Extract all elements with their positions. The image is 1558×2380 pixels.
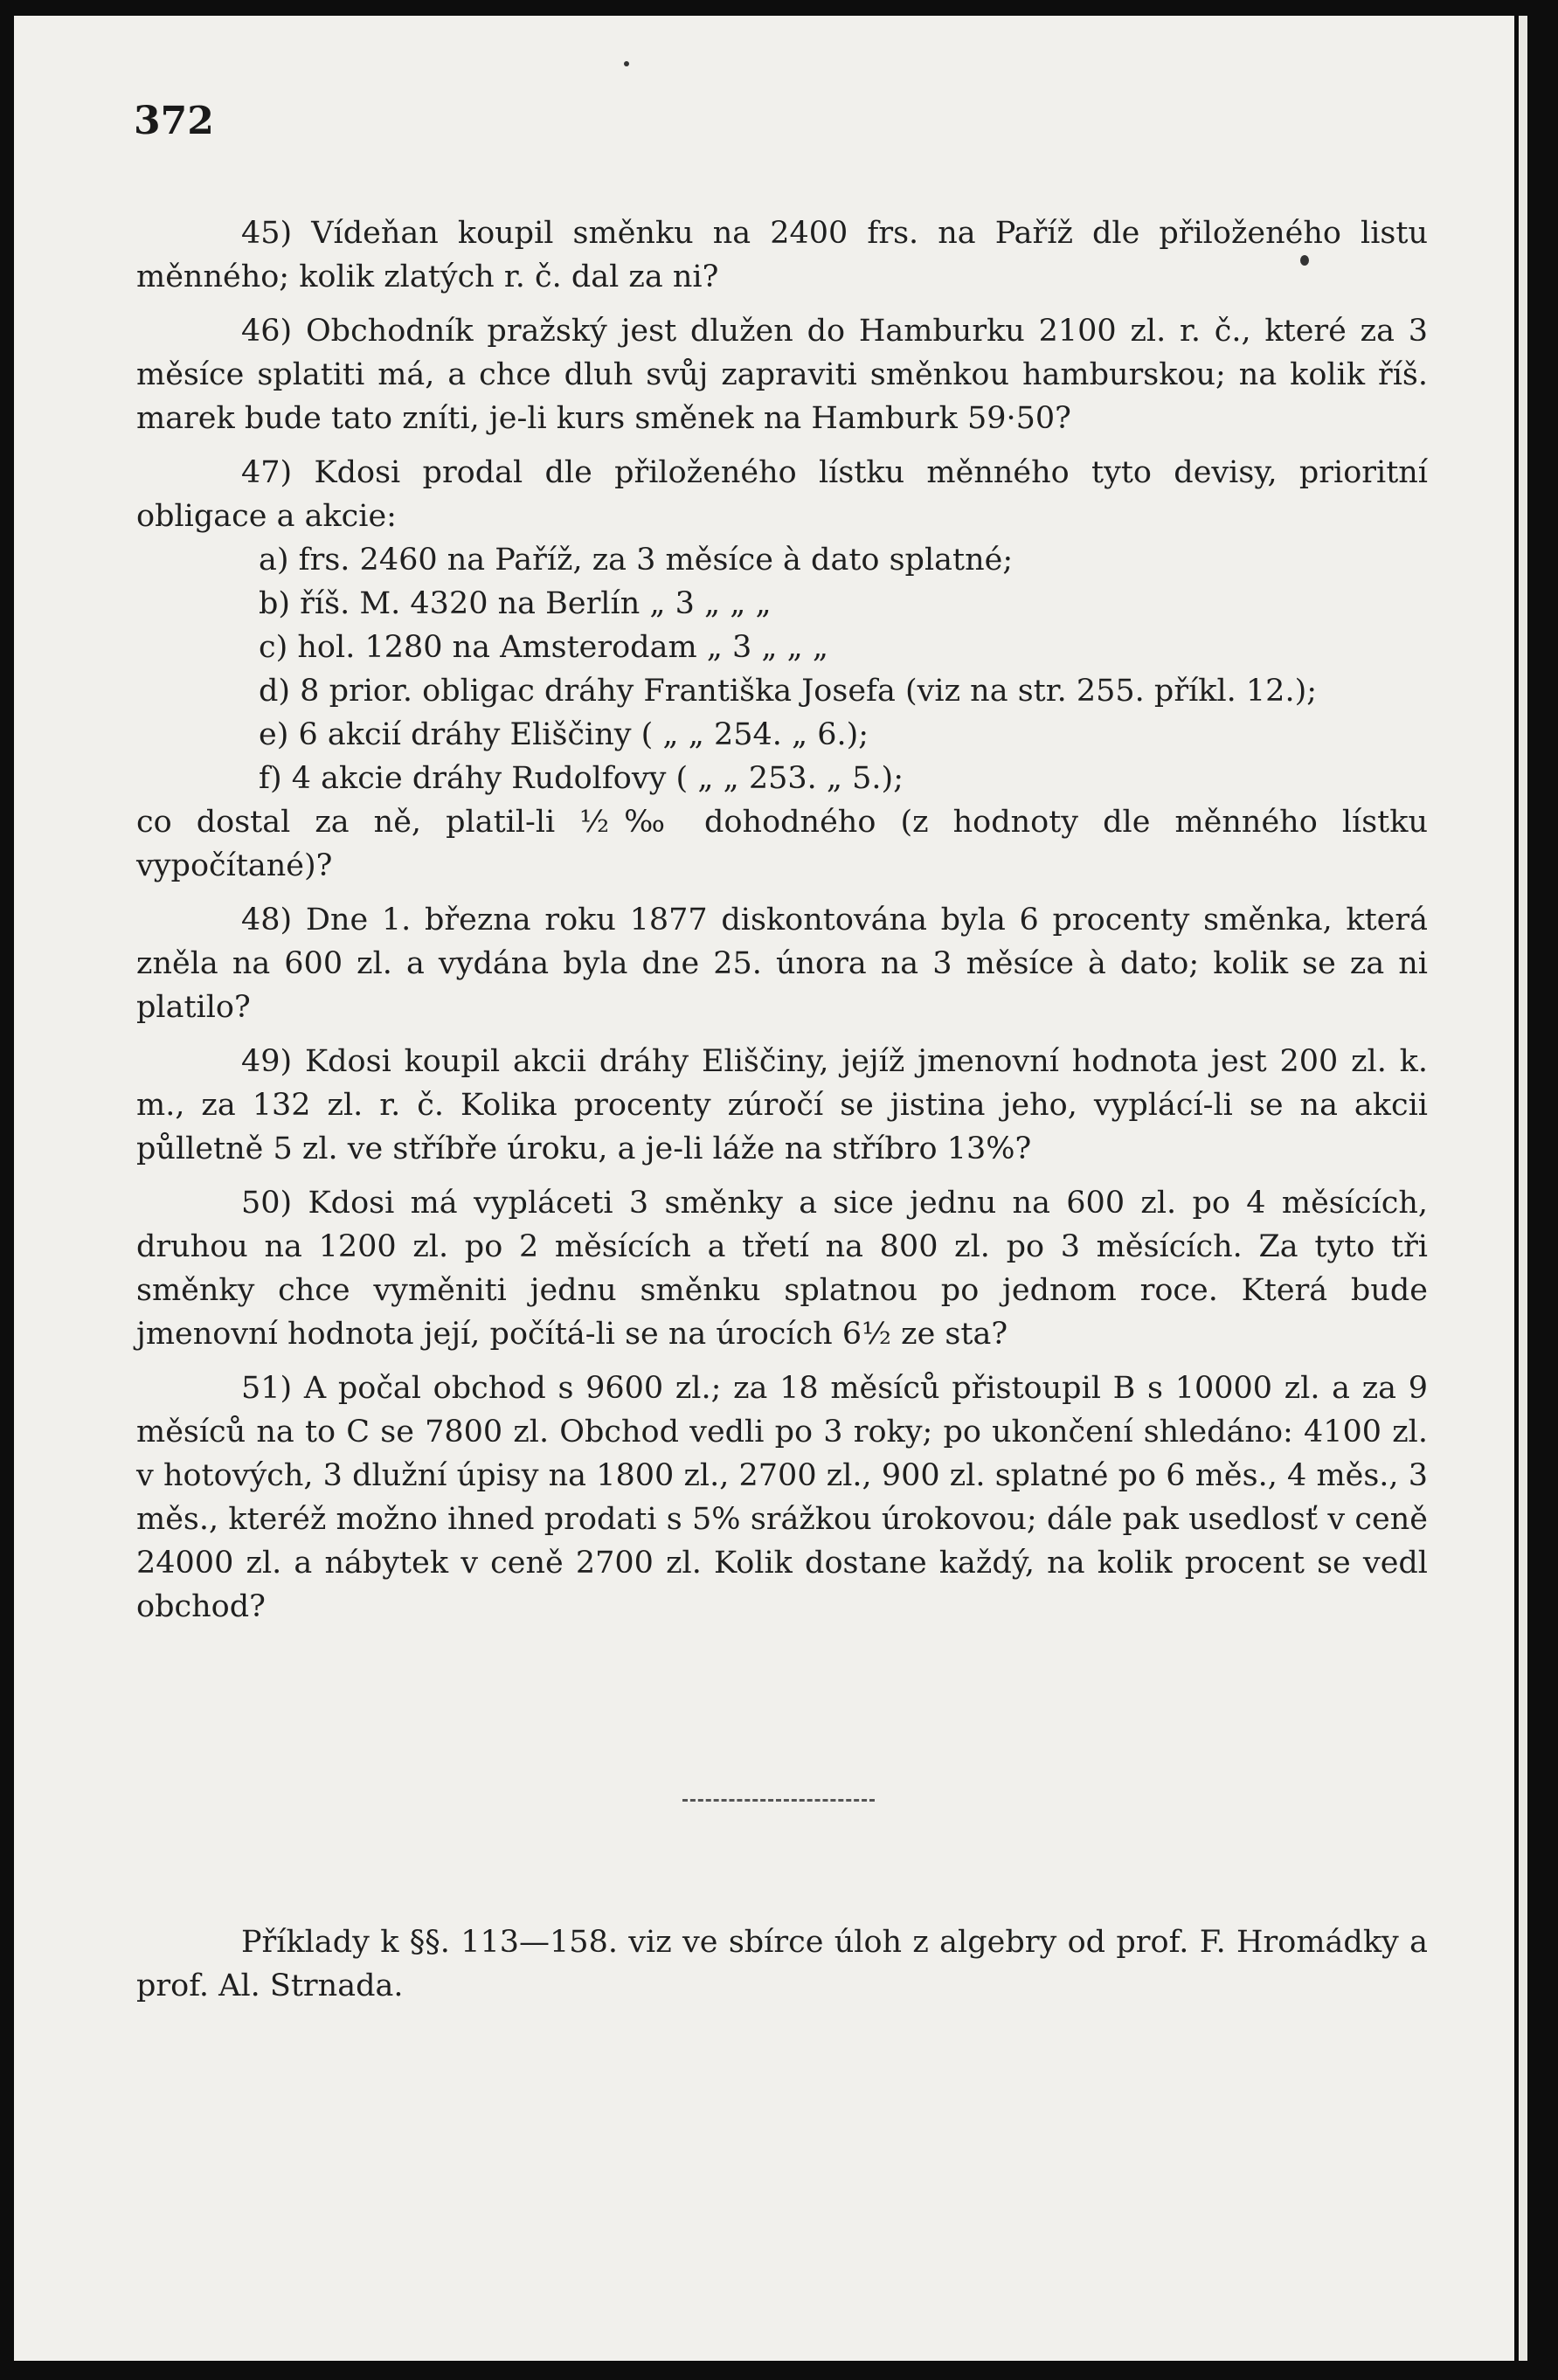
problem-list <box>136 211 1428 1639</box>
page-edge <box>1519 16 1527 2361</box>
problem-46: 46) Obchodník pražský jest dlužen do Hamburku 2100 zl. r. č., které za 3 měsíce splatiti má, a chce dluh svůj zapraviti směnkou hamburskou; na kolik říš. marek bude tato zníti, je-li kurs směnek na Hamburk 59·50? <box>136 314 1428 436</box>
problem-47-outro: co dostal za ně, platil-li ½‰ dohodného (z hodnoty dle měnného lístku vypočítané)? <box>136 805 1428 883</box>
problem-51: 51) A počal obchod s 9600 zl.; za 18 měsíců přistoupil B s 10000 zl. a za 9 měsíců na to C se 7800 zl. Obchod vedli po 3 roky; po ukončení shledáno: 4100 zl. v hotových, 3 dlužní úpisy na 1800 zl., 2700 zl., 900 zl. splatné po 6 měs., 4 měs., 3 měs., kteréž možno ihned prodati s 5% srážkou úrokovou; dále pak usedlosť v ceně 24000 zl. a nábytek v ceně 2700 zl. Kolik dostane každý, na kolik procent se vedl obchod? <box>136 1371 1428 1624</box>
footnote-block <box>136 1920 1428 2008</box>
problem-47-items <box>259 538 1428 800</box>
problem-47-intro: 47) Kdosi prodal dle přiloženého lístku měnného tyto devisy, prioritní obligace a akcie: <box>136 455 1428 534</box>
list-item: b) říš. M. 4320 na Berlín „ 3 „ „ „ <box>259 586 772 621</box>
problem-50: 50) Kdosi má vypláceti 3 směnky a sice jednu na 600 zl. po 4 měsících, druhou na 1200 zl. po 2 měsících a třetí na 800 zl. po 3 měsících. Za tyto tři směnky chce vyměniti jednu směnku splatnou po jednom roce. Která bude jmenovní hodnota její, počítá-li se na úrocích 6½ ze sta? <box>136 1186 1428 1352</box>
problem-48: 48) Dne 1. března roku 1877 diskontována byla 6 procenty směnka, která zněla na 600 zl. a vydána byla dne 25. února na 3 měsíce à dato; kolik se za ni platilo? <box>136 903 1428 1025</box>
list-item: d) 8 prior. obligac dráhy Františka Josefa (viz na str. 255. příkl. 12.); <box>259 674 1318 709</box>
page-number: 372 <box>134 99 214 143</box>
list-item: c) hol. 1280 na Amsterodam „ 3 „ „ „ <box>259 630 829 665</box>
footnote: Příklady k §§. 113—158. viz ve sbírce úloh z algebry od prof. F. Hromádky a prof. Al. Strnada. <box>136 1925 1428 2003</box>
section-divider <box>682 1799 875 1802</box>
ink-speck <box>624 61 629 66</box>
problem-45: 45) Vídeňan koupil směnku na 2400 frs. na Paříž dle přiloženého listu měnného; kolik zlatých r. č. dal za ni? <box>136 216 1428 294</box>
list-item: e) 6 akcií dráhy Eliščiny ( „ „ 254. „ 6.); <box>259 717 869 752</box>
list-item: a) frs. 2460 na Paříž, za 3 měsíce à dato splatné; <box>259 543 1014 578</box>
list-item: f) 4 akcie dráhy Rudolfovy ( „ „ 253. „ 5.); <box>259 761 904 796</box>
problem-49: 49) Kdosi koupil akcii dráhy Eliščiny, jejíž jmenovní hodnota jest 200 zl. k. m., za 132 zl. r. č. Kolika procenty zúročí se jistina jeho, vyplácí-li se na akcii půlletně 5 zl. ve stříbře úroku, a je-li láže na stříbro 13%? <box>136 1044 1428 1166</box>
book-page <box>14 16 1514 2361</box>
